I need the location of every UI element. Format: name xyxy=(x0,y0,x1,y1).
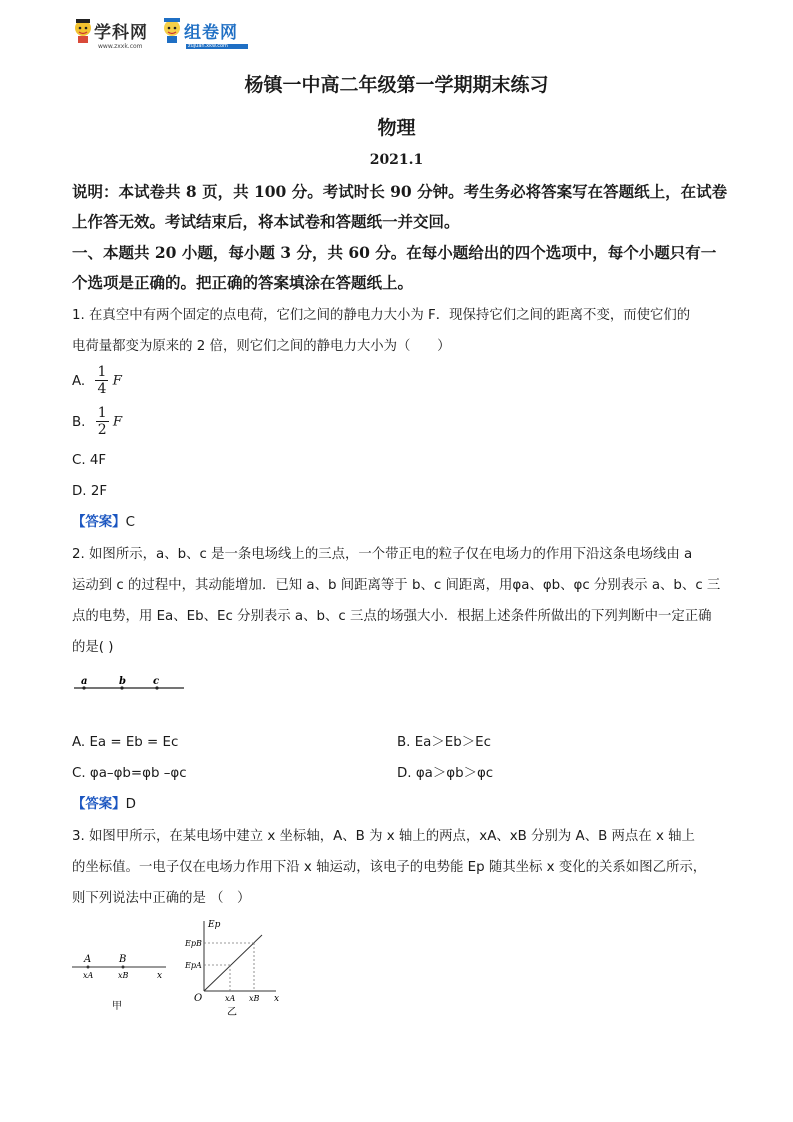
q3-yi-label-epa: EpA xyxy=(185,961,202,970)
q2-answer-tag: 【答案】 xyxy=(72,797,126,812)
q2-stem-line-1: 2. 如图所示，a、b、c 是一条电场线上的三点，一个带正电的粒子仅在电场力的作用下沿这条电场线由 a xyxy=(72,547,693,562)
q1-option-a-denominator: 4 xyxy=(97,381,107,397)
q2-stem-line-2: 运动到 c 的过程中，其动能增加．已知 a、b 间距离等于 b、c 间距离，用φa、φb、φc 分别表示 a、b、c 三 xyxy=(72,578,721,593)
q2-option-c: C. φa–φb=φb –φc xyxy=(72,766,187,781)
q3-yi-label-origin: O xyxy=(194,993,203,1004)
q2-label-a: a xyxy=(81,676,88,687)
xkw-mascot-icon xyxy=(72,16,94,44)
q1-option-a-label: A. xyxy=(72,373,86,389)
q2-option-b: B. Ea＞Eb＞Ec xyxy=(397,735,491,750)
q1-option-a-variable: F xyxy=(112,373,122,389)
q3-yi-label-x: x xyxy=(274,994,280,1004)
instructions-line-1: 说明：本试卷共 8 页，共 100 分。考试时长 90 分钟。考生务必将答案写在答题纸上，在试卷 xyxy=(72,182,728,201)
q1-option-a-numerator: 1 xyxy=(97,364,107,380)
q1-option-b-fraction xyxy=(96,405,109,438)
q2-answer xyxy=(72,796,136,814)
q1-option-b-denominator: 2 xyxy=(97,422,107,438)
section-heading-line-2: 个选项是正确的。把正确的答案填涂在答题纸上。 xyxy=(72,273,414,292)
q2-label-c: c xyxy=(153,676,160,687)
q3-yi-caption: 乙 xyxy=(227,1007,237,1018)
q3-jia-label-xb: xB xyxy=(118,971,129,980)
q3-yi-label-epb: EpB xyxy=(185,939,202,948)
q2-answer-value: D xyxy=(125,797,136,812)
q3-stem-line-2: 的坐标值。一电子仅在电场力作用下沿 x 轴运动，该电子的电势能 Ep 随其坐标 x 变化的关系如图乙所示， xyxy=(72,860,707,875)
q2-stem-line-3: 点的电势，用 Ea、Eb、Ec 分别表示 a、b、c 三点的场强大小．根据上述条件所做出的下列判断中一定正确 xyxy=(72,609,712,624)
q1-option-c: C. 4F xyxy=(72,453,107,468)
xkw-logo-url: www.zxxk.com xyxy=(98,43,143,50)
exam-subject: 物理 xyxy=(377,117,416,139)
q3-stem-line-3: 则下列说法中正确的是 （ ） xyxy=(72,891,251,906)
q1-option-b xyxy=(72,405,122,438)
q3-yi-label-xb: xB xyxy=(249,994,260,1003)
q1-option-d: D. 2F xyxy=(72,484,108,499)
q1-stem-line-1: 1. 在真空中有两个固定的点电荷，它们之间的静电力大小为 F．现保持它们之间的距离不变，而使它们的 xyxy=(72,308,691,323)
q3-stem-line-1: 3. 如图甲所示，在某电场中建立 x 坐标轴，A、B 为 x 轴上的两点，xA、xB 分别为 A、B 两点在 x 轴上 xyxy=(72,829,695,844)
exam-title: 杨镇一中高二年级第一学期期末练习 xyxy=(244,74,549,96)
q1-option-a-fraction xyxy=(95,364,108,397)
q3-yi-label-xa: xA xyxy=(225,994,236,1003)
q2-field-line-figure xyxy=(72,672,190,696)
q1-answer-tag: 【答案】 xyxy=(72,515,126,530)
q3-yi-graph-line xyxy=(204,935,262,991)
q2-label-b: b xyxy=(119,676,126,687)
q3-jia-point-a xyxy=(87,966,90,969)
zujuan-logo-url: zujuan.xkw.com xyxy=(188,43,228,49)
instructions-line-2: 上作答无效。考试结束后，将本试卷和答题纸一并交回。 xyxy=(72,212,460,231)
q1-answer xyxy=(72,514,135,532)
exam-date: 2021.1 xyxy=(369,152,424,168)
q3-figure-jia xyxy=(70,945,180,1015)
q1-option-a xyxy=(72,364,122,397)
xkw-logo xyxy=(72,16,148,50)
q2-option-d: D. φa＞φb＞φc xyxy=(397,766,494,781)
q1-option-b-variable: F xyxy=(112,414,123,430)
q3-jia-caption: 甲 xyxy=(112,1001,122,1012)
zujuan-logo xyxy=(160,16,238,49)
zujuan-logo-text: 组卷网 xyxy=(184,22,238,43)
q1-option-b-label: B. xyxy=(72,414,86,430)
q3-yi-label-ep: Ep xyxy=(208,920,221,930)
q3-jia-label-a: A xyxy=(84,954,92,965)
q2-option-a: A. Ea = Eb = Ec xyxy=(72,735,179,750)
q3-figure-yi xyxy=(182,915,287,1020)
q1-option-b-numerator: 1 xyxy=(97,405,107,421)
q3-jia-point-b xyxy=(122,966,125,969)
q3-jia-label-xa: xA xyxy=(83,971,94,980)
section-heading-line-1: 一、本题共 20 小题，每小题 3 分，共 60 分。在每小题给出的四个选项中，每个小题只有一 xyxy=(72,243,717,262)
q3-jia-label-x: x xyxy=(157,971,163,981)
q1-answer-value: C xyxy=(125,515,135,530)
header-logos xyxy=(72,10,238,50)
xkw-logo-text: 学科网 xyxy=(94,22,148,43)
zujuan-mascot-icon xyxy=(160,16,184,44)
q1-stem-line-2: 电荷量都变为原来的 2 倍，则它们之间的静电力大小为（ ） xyxy=(72,339,451,354)
q2-stem-line-4: 的是( ) xyxy=(72,640,114,655)
q3-jia-label-b: B xyxy=(119,954,127,965)
